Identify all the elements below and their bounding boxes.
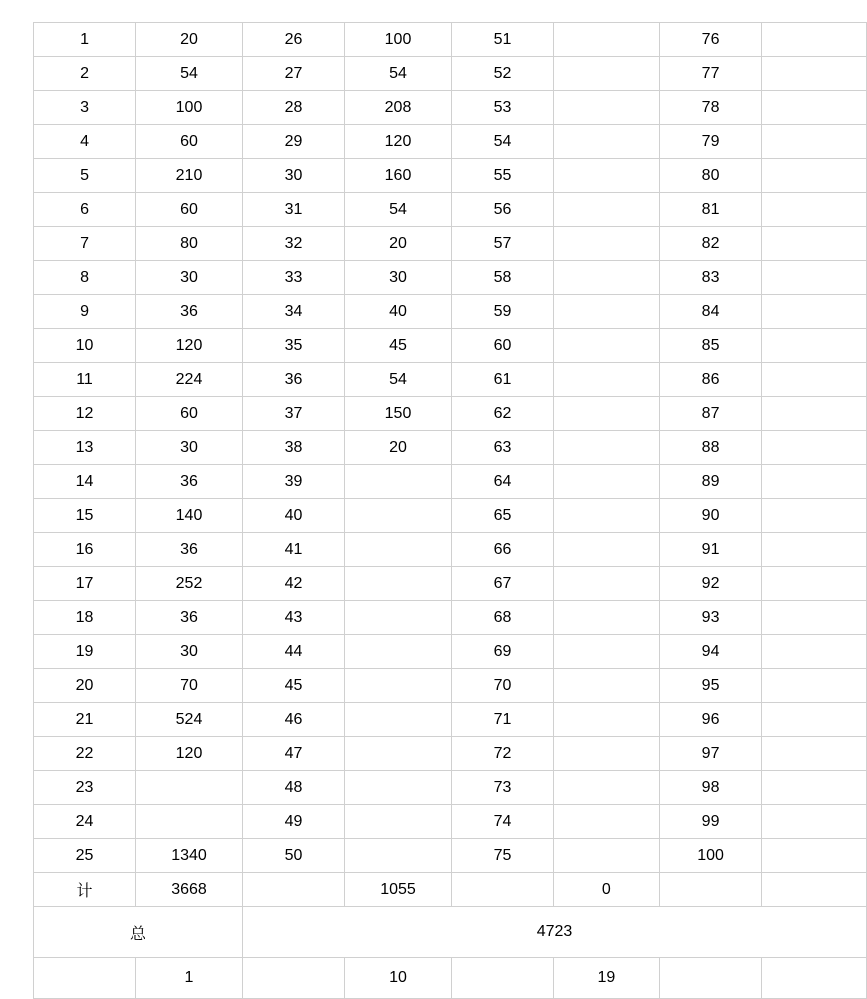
row-value-cell[interactable]: 30	[345, 261, 452, 295]
row-value-cell[interactable]: 120	[345, 125, 452, 159]
row-value-cell[interactable]	[762, 499, 867, 533]
footer-cell[interactable]: 1	[136, 958, 243, 999]
row-value-cell[interactable]: 1340	[136, 839, 243, 873]
row-index-cell[interactable]: 43	[242, 601, 344, 635]
footer-cell[interactable]	[659, 958, 762, 999]
row-value-cell[interactable]: 252	[136, 567, 243, 601]
table-row	[34, 295, 867, 329]
row-index-cell[interactable]: 8	[34, 261, 136, 295]
row-index-cell[interactable]: 46	[242, 703, 344, 737]
row-index-cell[interactable]: 72	[451, 737, 553, 771]
row-index-cell[interactable]: 27	[242, 57, 344, 91]
row-value-cell[interactable]: 30	[136, 635, 243, 669]
row-value-cell[interactable]	[554, 567, 660, 601]
row-value-cell[interactable]	[762, 57, 867, 91]
row-index-cell[interactable]: 25	[34, 839, 136, 873]
row-value-cell[interactable]: 36	[136, 533, 243, 567]
row-index-cell[interactable]: 86	[659, 363, 762, 397]
row-index-cell[interactable]: 39	[242, 465, 344, 499]
footer-cell[interactable]	[451, 958, 553, 999]
row-value-cell[interactable]: 140	[136, 499, 243, 533]
subtotal-label	[659, 873, 762, 907]
subtotal-label: 计	[34, 873, 136, 907]
row-value-cell[interactable]: 100	[136, 91, 243, 125]
table-row	[34, 329, 867, 363]
row-value-cell[interactable]	[762, 329, 867, 363]
row-value-cell[interactable]: 160	[345, 159, 452, 193]
table-row	[34, 159, 867, 193]
row-value-cell[interactable]: 20	[345, 227, 452, 261]
row-value-cell[interactable]	[762, 159, 867, 193]
row-index-cell[interactable]: 18	[34, 601, 136, 635]
row-value-cell[interactable]	[554, 193, 660, 227]
row-index-cell[interactable]: 3	[34, 91, 136, 125]
row-value-cell[interactable]	[762, 771, 867, 805]
row-index-cell[interactable]: 99	[659, 805, 762, 839]
subtotal-value[interactable]: 1055	[345, 873, 452, 907]
row-index-cell[interactable]: 77	[659, 57, 762, 91]
subtotal-row	[34, 873, 867, 907]
footer-cell[interactable]	[242, 958, 344, 999]
row-index-cell[interactable]: 41	[242, 533, 344, 567]
row-index-cell[interactable]: 71	[451, 703, 553, 737]
row-index-cell[interactable]: 42	[242, 567, 344, 601]
table-row	[34, 397, 867, 431]
row-index-cell[interactable]: 76	[659, 23, 762, 57]
row-index-cell[interactable]: 50	[242, 839, 344, 873]
row-value-cell[interactable]	[554, 669, 660, 703]
row-value-cell[interactable]	[554, 23, 660, 57]
row-value-cell[interactable]	[762, 737, 867, 771]
row-index-cell[interactable]: 44	[242, 635, 344, 669]
row-value-cell[interactable]	[762, 567, 867, 601]
row-value-cell[interactable]: 54	[136, 57, 243, 91]
row-value-cell[interactable]: 60	[136, 193, 243, 227]
row-value-cell[interactable]: 120	[136, 737, 243, 771]
row-index-cell[interactable]: 37	[242, 397, 344, 431]
row-value-cell[interactable]	[554, 261, 660, 295]
row-value-cell[interactable]	[762, 227, 867, 261]
row-index-cell[interactable]: 87	[659, 397, 762, 431]
row-index-cell[interactable]: 57	[451, 227, 553, 261]
row-index-cell[interactable]: 45	[242, 669, 344, 703]
row-index-cell[interactable]: 81	[659, 193, 762, 227]
footer-cell[interactable]: 19	[554, 958, 660, 999]
row-value-cell[interactable]	[345, 805, 452, 839]
row-index-cell[interactable]: 2	[34, 57, 136, 91]
row-index-cell[interactable]: 63	[451, 431, 553, 465]
row-index-cell[interactable]: 5	[34, 159, 136, 193]
row-value-cell[interactable]	[345, 771, 452, 805]
row-index-cell[interactable]: 1	[34, 23, 136, 57]
row-value-cell[interactable]	[345, 737, 452, 771]
row-value-cell[interactable]	[554, 703, 660, 737]
row-index-cell[interactable]: 47	[242, 737, 344, 771]
row-value-cell[interactable]	[762, 601, 867, 635]
row-index-cell[interactable]: 16	[34, 533, 136, 567]
row-value-cell[interactable]	[136, 771, 243, 805]
row-value-cell[interactable]	[762, 397, 867, 431]
row-index-cell[interactable]: 79	[659, 125, 762, 159]
row-index-cell[interactable]: 90	[659, 499, 762, 533]
row-index-cell[interactable]: 53	[451, 91, 553, 125]
table-row	[34, 465, 867, 499]
row-index-cell[interactable]: 11	[34, 363, 136, 397]
row-value-cell[interactable]	[762, 363, 867, 397]
row-index-cell[interactable]: 55	[451, 159, 553, 193]
row-index-cell[interactable]: 20	[34, 669, 136, 703]
row-value-cell[interactable]: 30	[136, 431, 243, 465]
row-index-cell[interactable]: 52	[451, 57, 553, 91]
row-value-cell[interactable]	[762, 295, 867, 329]
row-index-cell[interactable]: 73	[451, 771, 553, 805]
row-value-cell[interactable]	[136, 805, 243, 839]
row-index-cell[interactable]: 69	[451, 635, 553, 669]
data-table	[33, 22, 867, 999]
row-index-cell[interactable]: 95	[659, 669, 762, 703]
table-row	[34, 91, 867, 125]
row-index-cell[interactable]: 75	[451, 839, 553, 873]
row-index-cell[interactable]: 23	[34, 771, 136, 805]
row-index-cell[interactable]: 31	[242, 193, 344, 227]
row-value-cell[interactable]	[345, 839, 452, 873]
row-index-cell[interactable]: 98	[659, 771, 762, 805]
row-value-cell[interactable]	[345, 533, 452, 567]
row-value-cell[interactable]	[762, 193, 867, 227]
grand-total-row	[34, 907, 867, 958]
row-index-cell[interactable]: 84	[659, 295, 762, 329]
row-value-cell[interactable]	[345, 465, 452, 499]
row-value-cell[interactable]: 54	[345, 193, 452, 227]
table-row	[34, 125, 867, 159]
row-value-cell[interactable]: 60	[136, 397, 243, 431]
row-value-cell[interactable]: 208	[345, 91, 452, 125]
row-index-cell[interactable]: 6	[34, 193, 136, 227]
row-index-cell[interactable]: 49	[242, 805, 344, 839]
row-value-cell[interactable]: 30	[136, 261, 243, 295]
row-value-cell[interactable]	[554, 159, 660, 193]
row-value-cell[interactable]	[554, 839, 660, 873]
row-value-cell[interactable]	[554, 397, 660, 431]
row-value-cell[interactable]	[345, 601, 452, 635]
row-index-cell[interactable]: 70	[451, 669, 553, 703]
row-index-cell[interactable]: 28	[242, 91, 344, 125]
row-value-cell[interactable]	[762, 23, 867, 57]
row-value-cell[interactable]	[345, 499, 452, 533]
subtotal-value[interactable]: 0	[554, 873, 660, 907]
row-value-cell[interactable]: 70	[136, 669, 243, 703]
row-value-cell[interactable]	[762, 261, 867, 295]
row-value-cell[interactable]	[762, 125, 867, 159]
row-index-cell[interactable]: 93	[659, 601, 762, 635]
row-index-cell[interactable]: 22	[34, 737, 136, 771]
row-value-cell[interactable]: 36	[136, 465, 243, 499]
row-value-cell[interactable]	[554, 465, 660, 499]
row-index-cell[interactable]: 62	[451, 397, 553, 431]
table-row	[34, 839, 867, 873]
row-index-cell[interactable]: 94	[659, 635, 762, 669]
row-value-cell[interactable]	[554, 601, 660, 635]
row-value-cell[interactable]	[345, 703, 452, 737]
row-index-cell[interactable]: 36	[242, 363, 344, 397]
row-value-cell[interactable]: 210	[136, 159, 243, 193]
row-value-cell[interactable]	[345, 635, 452, 669]
row-value-cell[interactable]: 60	[136, 125, 243, 159]
row-index-cell[interactable]: 32	[242, 227, 344, 261]
row-index-cell[interactable]: 96	[659, 703, 762, 737]
table-row	[34, 193, 867, 227]
row-value-cell[interactable]	[762, 91, 867, 125]
row-index-cell[interactable]: 24	[34, 805, 136, 839]
table-row	[34, 23, 867, 57]
row-index-cell[interactable]: 48	[242, 771, 344, 805]
row-value-cell[interactable]	[554, 363, 660, 397]
row-value-cell[interactable]	[762, 635, 867, 669]
footer-cell[interactable]	[762, 958, 867, 999]
row-index-cell[interactable]: 15	[34, 499, 136, 533]
row-value-cell[interactable]	[554, 227, 660, 261]
row-index-cell[interactable]: 29	[242, 125, 344, 159]
row-index-cell[interactable]: 80	[659, 159, 762, 193]
row-value-cell[interactable]	[554, 533, 660, 567]
row-index-cell[interactable]: 51	[451, 23, 553, 57]
row-index-cell[interactable]: 21	[34, 703, 136, 737]
row-value-cell[interactable]: 100	[345, 23, 452, 57]
row-value-cell[interactable]	[345, 567, 452, 601]
row-value-cell[interactable]: 36	[136, 601, 243, 635]
row-index-cell[interactable]: 4	[34, 125, 136, 159]
table-row	[34, 771, 867, 805]
row-index-cell[interactable]: 17	[34, 567, 136, 601]
row-index-cell[interactable]: 65	[451, 499, 553, 533]
row-index-cell[interactable]: 92	[659, 567, 762, 601]
row-index-cell[interactable]: 10	[34, 329, 136, 363]
row-value-cell[interactable]	[762, 533, 867, 567]
subtotal-value[interactable]: 3668	[136, 873, 243, 907]
row-index-cell[interactable]: 34	[242, 295, 344, 329]
table-row	[34, 431, 867, 465]
row-value-cell[interactable]: 120	[136, 329, 243, 363]
row-index-cell[interactable]: 68	[451, 601, 553, 635]
row-value-cell[interactable]: 54	[345, 57, 452, 91]
row-index-cell[interactable]: 78	[659, 91, 762, 125]
row-value-cell[interactable]: 54	[345, 363, 452, 397]
row-value-cell[interactable]	[345, 669, 452, 703]
table-row	[34, 567, 867, 601]
row-value-cell[interactable]: 224	[136, 363, 243, 397]
table-row	[34, 261, 867, 295]
row-value-cell[interactable]	[554, 635, 660, 669]
table-row	[34, 635, 867, 669]
row-value-cell[interactable]: 524	[136, 703, 243, 737]
grand-total-value[interactable]: 4723	[242, 907, 866, 958]
row-index-cell[interactable]: 88	[659, 431, 762, 465]
row-value-cell[interactable]	[762, 465, 867, 499]
grand-total-label: 总	[34, 907, 243, 958]
table-row	[34, 499, 867, 533]
row-value-cell[interactable]	[554, 737, 660, 771]
row-index-cell[interactable]: 91	[659, 533, 762, 567]
row-index-cell[interactable]: 97	[659, 737, 762, 771]
row-value-cell[interactable]: 45	[345, 329, 452, 363]
row-index-cell[interactable]: 67	[451, 567, 553, 601]
row-index-cell[interactable]: 64	[451, 465, 553, 499]
table-row	[34, 805, 867, 839]
table-row	[34, 533, 867, 567]
row-index-cell[interactable]: 83	[659, 261, 762, 295]
row-value-cell[interactable]	[762, 431, 867, 465]
row-index-cell[interactable]: 60	[451, 329, 553, 363]
table-row	[34, 227, 867, 261]
row-value-cell[interactable]	[554, 329, 660, 363]
row-index-cell[interactable]: 66	[451, 533, 553, 567]
row-value-cell[interactable]: 36	[136, 295, 243, 329]
row-value-cell[interactable]	[554, 91, 660, 125]
footer-row	[34, 958, 867, 999]
row-index-cell[interactable]: 26	[242, 23, 344, 57]
row-index-cell[interactable]: 89	[659, 465, 762, 499]
row-index-cell[interactable]: 74	[451, 805, 553, 839]
row-index-cell[interactable]: 35	[242, 329, 344, 363]
row-index-cell[interactable]: 33	[242, 261, 344, 295]
row-index-cell[interactable]: 59	[451, 295, 553, 329]
row-index-cell[interactable]: 58	[451, 261, 553, 295]
row-index-cell[interactable]: 30	[242, 159, 344, 193]
row-value-cell[interactable]	[554, 295, 660, 329]
subtotal-label	[242, 873, 344, 907]
row-index-cell[interactable]: 9	[34, 295, 136, 329]
row-index-cell[interactable]: 82	[659, 227, 762, 261]
table-row	[34, 601, 867, 635]
row-value-cell[interactable]	[554, 499, 660, 533]
table-row	[34, 737, 867, 771]
row-index-cell[interactable]: 14	[34, 465, 136, 499]
row-index-cell[interactable]: 38	[242, 431, 344, 465]
footer-cell[interactable]	[34, 958, 136, 999]
row-value-cell[interactable]	[554, 57, 660, 91]
row-index-cell[interactable]: 54	[451, 125, 553, 159]
row-index-cell[interactable]: 56	[451, 193, 553, 227]
row-value-cell[interactable]: 40	[345, 295, 452, 329]
row-value-cell[interactable]	[762, 669, 867, 703]
row-value-cell[interactable]: 20	[345, 431, 452, 465]
row-index-cell[interactable]: 12	[34, 397, 136, 431]
row-index-cell[interactable]: 40	[242, 499, 344, 533]
table-row	[34, 57, 867, 91]
row-index-cell[interactable]: 19	[34, 635, 136, 669]
row-value-cell[interactable]: 80	[136, 227, 243, 261]
row-value-cell[interactable]: 150	[345, 397, 452, 431]
footer-cell[interactable]: 10	[345, 958, 452, 999]
row-value-cell[interactable]	[554, 771, 660, 805]
row-value-cell[interactable]	[554, 125, 660, 159]
row-value-cell[interactable]	[762, 703, 867, 737]
table-row	[34, 703, 867, 737]
row-value-cell[interactable]	[762, 805, 867, 839]
row-value-cell[interactable]	[554, 805, 660, 839]
table-row	[34, 669, 867, 703]
row-index-cell[interactable]: 100	[659, 839, 762, 873]
row-index-cell[interactable]: 85	[659, 329, 762, 363]
subtotal-label	[451, 873, 553, 907]
row-index-cell[interactable]: 61	[451, 363, 553, 397]
row-value-cell[interactable]: 20	[136, 23, 243, 57]
row-value-cell[interactable]	[762, 839, 867, 873]
row-index-cell[interactable]: 13	[34, 431, 136, 465]
subtotal-value[interactable]	[762, 873, 867, 907]
table-row	[34, 363, 867, 397]
row-index-cell[interactable]: 7	[34, 227, 136, 261]
row-value-cell[interactable]	[554, 431, 660, 465]
